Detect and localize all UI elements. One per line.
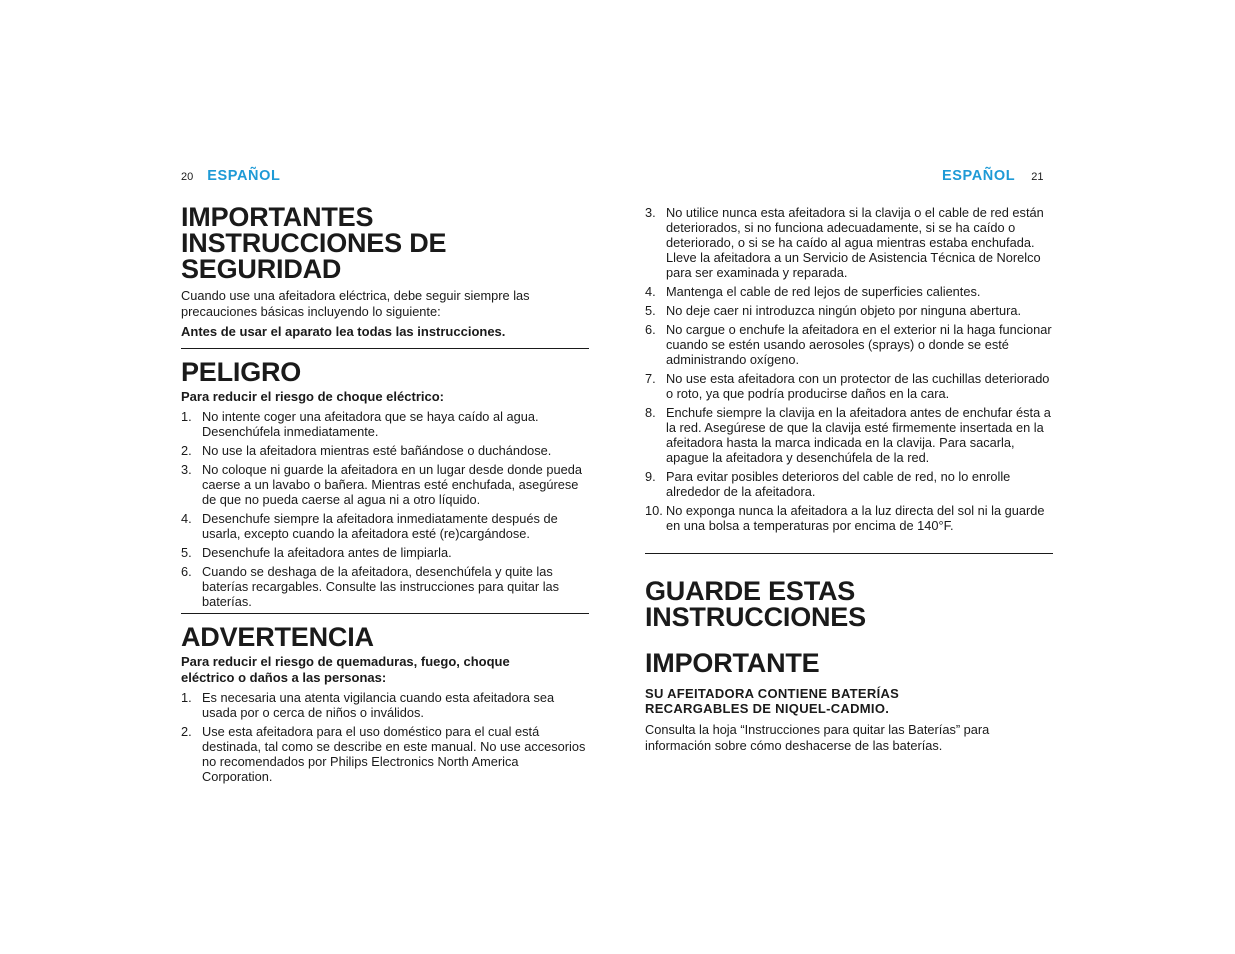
warning-subheading: Para reducir el riesgo de quemaduras, fuego, choque eléctrico o daños a las personas:: [181, 654, 510, 685]
list-item: 1. Es necesaria una atenta vigilancia cuando esta afeitadora sea usada por o cerca de niños o inválidos.: [181, 690, 555, 720]
list-item: 3. No utilice nunca esta afeitadora si la clavija o el cable de red están deteriorados, si no funciona adecuadamente, si se ha caído o deteriorado, o si se ha caído al agua mientras estaba enchufada. Lleve la afeitadora a un Servicio de Asistencia Técnica de Norelco para ser examinada y reparada.: [645, 205, 1044, 280]
battery-disposal-text: Consulta la hoja “Instrucciones para quitar las Baterías” para información sobre cómo deshacerse de las baterías.: [645, 722, 990, 753]
left-page-header: [181, 168, 280, 184]
divider: [645, 553, 1053, 554]
list-item: 10. No exponga nunca la afeitadora a la luz directa del sol ni la guarde en una bolsa a temperaturas por encima de 140°F.: [645, 503, 1045, 533]
page-title: IMPORTANTES INSTRUCCIONES DE SEGURIDAD: [181, 202, 447, 284]
list-item: 7. No use esta afeitadora con un protector de las cuchillas deteriorado o roto, ya que podría producirse daños en la cara.: [645, 371, 1050, 401]
danger-list: [181, 409, 589, 609]
intro-text: Cuando use una afeitadora eléctrica, debe seguir siempre las precauciones básicas incluyendo lo siguiente:: [181, 288, 530, 319]
save-instructions-heading: GUARDE ESTAS INSTRUCCIONES: [645, 576, 866, 632]
list-item: 1. No intente coger una afeitadora que se haya caído al agua. Desenchúfela inmediatamente.: [181, 409, 539, 439]
language-label: ESPAÑOL: [942, 168, 1016, 184]
page-number: 20: [181, 171, 194, 183]
warning-list-continued: [645, 205, 1053, 533]
list-item: 8. Enchufe siempre la clavija en la afeitadora antes de enchufar ésta a la red. Asegúrese de que la clavija esté firmemente insertada en la afeitadora hasta la marca indicada en la clavija. Para sacarla, apague la afeitadora y desenchúfela de la red.: [645, 405, 1051, 465]
warning-heading: ADVERTENCIA: [181, 622, 374, 652]
right-page: [645, 205, 1053, 754]
list-item: 2. Use esta afeitadora para el uso doméstico para el cual está destinada, tal como se describe en este manual. No use accesorios no recomendados por Philips Electronics North America Corporation.: [181, 724, 586, 784]
list-item: 4. Mantenga el cable de red lejos de superficies calientes.: [645, 284, 981, 299]
important-heading: IMPORTANTE: [645, 648, 820, 678]
list-item: 9. Para evitar posibles deterioros del cable de red, no lo enrolle alrededor de la afeitadora.: [645, 469, 1011, 499]
list-item: 6. No cargue o enchufe la afeitadora en el exterior ni la haga funcionar cuando se estén usando aerosoles (sprays) o donde se esté administrando oxígeno.: [645, 322, 1052, 367]
list-item: 5. No deje caer ni introduzca ningún objeto por ninguna abertura.: [645, 303, 1022, 318]
list-item: 2. No use la afeitadora mientras esté bañándose o duchándose.: [181, 443, 552, 458]
danger-heading: PELIGRO: [181, 357, 302, 387]
divider: [181, 613, 589, 614]
list-item: 5. Desenchufe la afeitadora antes de limpiarla.: [181, 545, 452, 560]
language-label: ESPAÑOL: [207, 168, 281, 184]
warning-list: [181, 690, 589, 784]
list-item: 3. No coloque ni guarde la afeitadora en un lugar desde donde pueda caerse a un lavabo o bañera. Mientras esté enchufada, asegúrese de que no pueda caerse al agua ni a otro líquido.: [181, 462, 582, 507]
danger-subheading: Para reducir el riesgo de choque eléctrico:: [181, 389, 444, 404]
divider: [181, 348, 589, 349]
right-page-header: [942, 168, 1043, 184]
page-number: 21: [1031, 171, 1044, 183]
list-item: 6. Cuando se deshaga de la afeitadora, desenchúfela y quite las baterías recargables. Consulte las instrucciones para quitar las baterías.: [181, 564, 560, 609]
before-use-note: Antes de usar el aparato lea todas las instrucciones.: [181, 324, 506, 339]
left-page: [181, 204, 589, 788]
list-item: 4. Desenchufe siempre la afeitadora inmediatamente después de usarla, excepto cuando la afeitadora esté (re)cargándose.: [181, 511, 558, 541]
battery-notice: SU AFEITADORA CONTIENE BATERÍAS RECARGABLES DE NIQUEL-CADMIO.: [645, 686, 900, 716]
